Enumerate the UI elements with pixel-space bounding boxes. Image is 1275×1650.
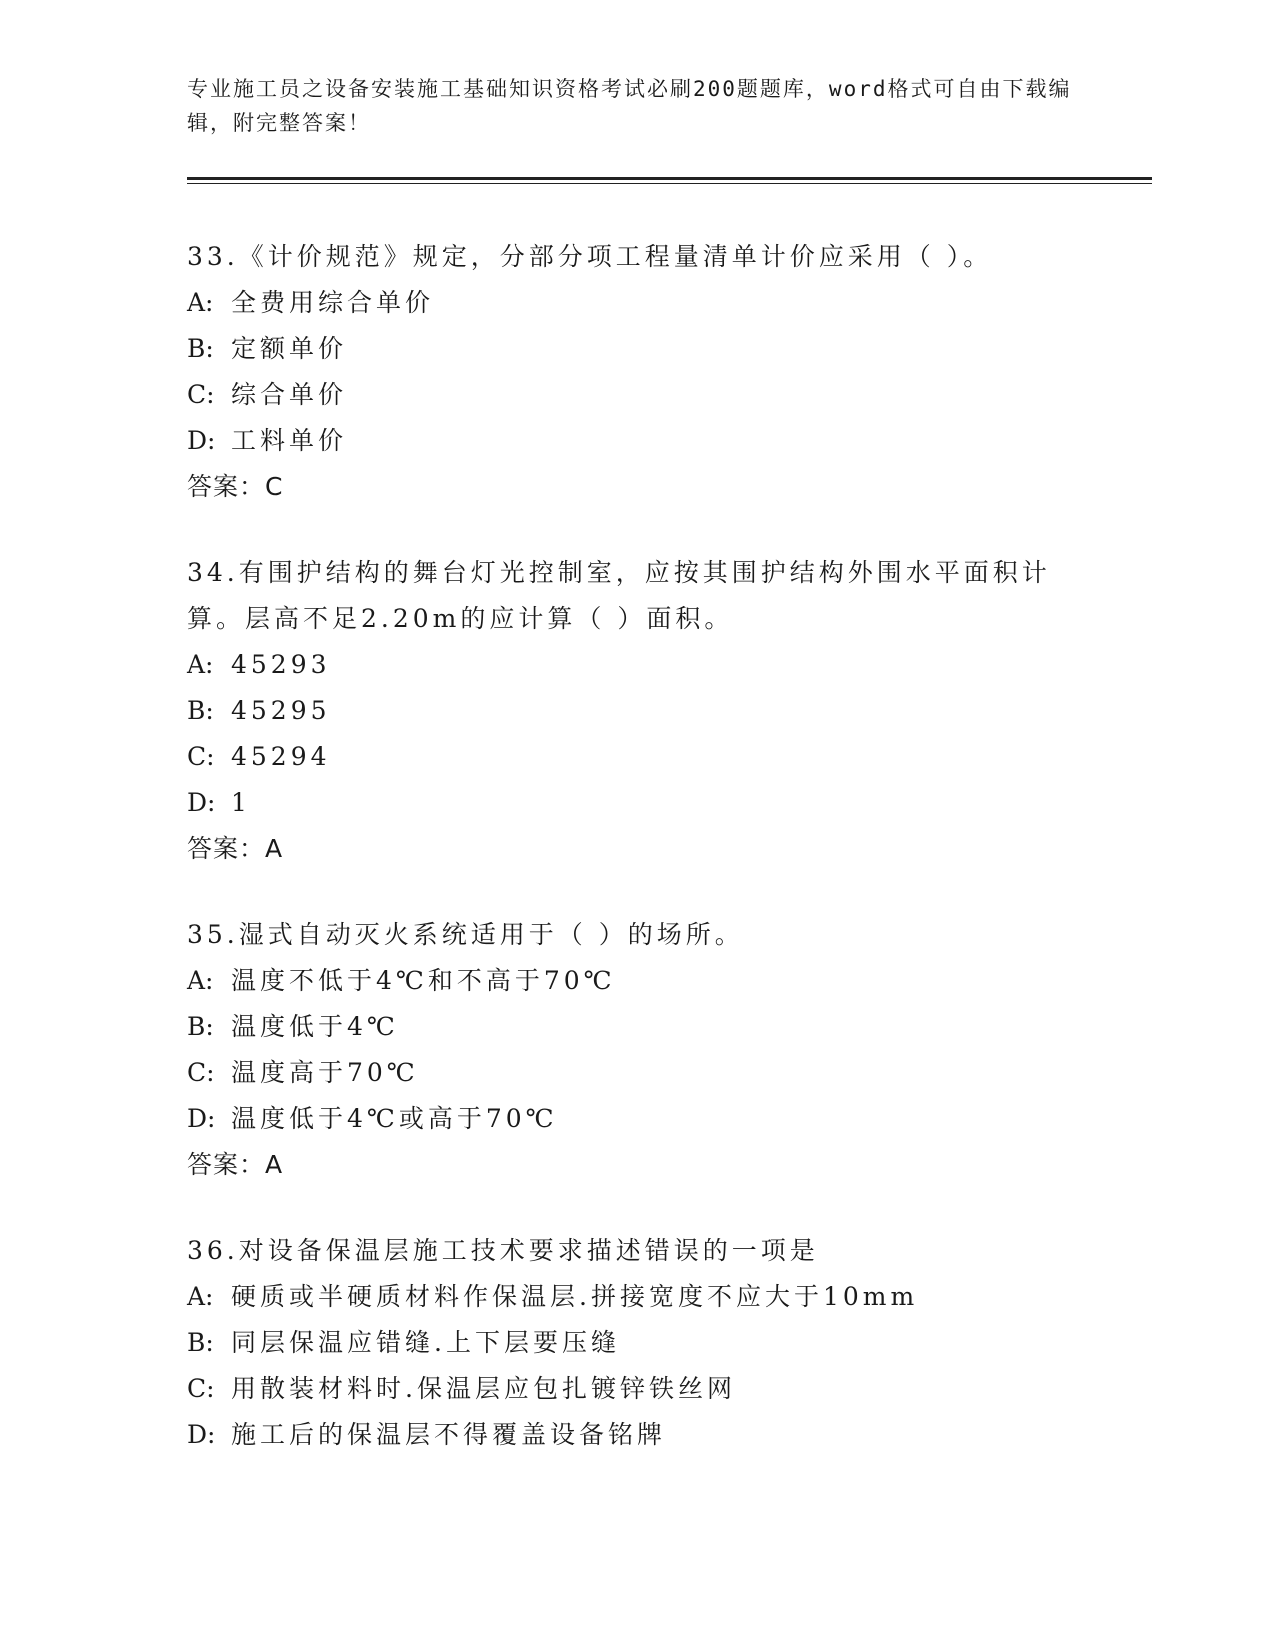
option-c: [187, 1050, 1087, 1096]
option-a: [187, 1274, 1087, 1320]
option-text: 温度低于4℃或高于70℃: [231, 1104, 558, 1133]
question-stem: 35.湿式自动灭火系统适用于（ ）的场所。: [187, 920, 744, 949]
option-text: 定额单价: [231, 334, 348, 363]
option-text: 温度不低于4℃和不高于70℃: [231, 966, 616, 995]
option-text: 1: [231, 788, 251, 817]
option-a: [187, 958, 1087, 1004]
option-letter: C:: [187, 742, 215, 771]
option-text: 工料单价: [231, 426, 348, 455]
option-letter: C:: [187, 1058, 215, 1087]
question-34: [187, 550, 1087, 872]
question-stem: 34.有围护结构的舞台灯光控制室，应按其围护结构外围水平面积计算。层高不足2.20m的应计算（ ）面积。: [187, 558, 1051, 633]
option-text: 45294: [231, 742, 331, 771]
answer-line: 答案：A: [187, 834, 284, 863]
option-c: [187, 734, 1087, 780]
option-letter: C:: [187, 1374, 215, 1403]
option-d: [187, 1096, 1087, 1142]
option-b: [187, 688, 1087, 734]
option-letter: A:: [187, 288, 214, 317]
option-text: 45293: [231, 650, 331, 679]
option-letter: A:: [187, 966, 214, 995]
option-letter: B:: [187, 1328, 214, 1357]
option-text: 施工后的保温层不得覆盖设备铭牌: [231, 1420, 667, 1449]
answer-line: 答案：A: [187, 1150, 284, 1179]
option-text: 综合单价: [231, 380, 348, 409]
option-text: 全费用综合单价: [231, 288, 435, 317]
option-letter: B:: [187, 1012, 214, 1041]
option-letter: B:: [187, 334, 214, 363]
option-letter: B:: [187, 696, 214, 725]
option-letter: D:: [187, 1420, 216, 1449]
option-c: [187, 1366, 1087, 1412]
option-d: [187, 1412, 1087, 1458]
header-divider-thin: [187, 183, 1152, 184]
option-text: 温度低于4℃: [231, 1012, 399, 1041]
option-c: [187, 372, 1087, 418]
option-text: 45295: [231, 696, 331, 725]
option-b: [187, 1320, 1087, 1366]
option-text: 用散装材料时.保温层应包扎镀锌铁丝网: [231, 1374, 736, 1403]
option-text: 温度高于70℃: [231, 1058, 419, 1087]
option-letter: A:: [187, 650, 214, 679]
question-list: [187, 234, 1087, 1498]
option-d: [187, 780, 1087, 826]
document-header: 专业施工员之设备安装施工基础知识资格考试必刷200题题库，word格式可自由下载编辑，附完整答案！: [187, 77, 1072, 135]
option-letter: A:: [187, 1282, 214, 1311]
question-36: [187, 1228, 1087, 1458]
question-33: [187, 234, 1087, 510]
option-letter: D:: [187, 1104, 216, 1133]
answer-line: 答案：C: [187, 472, 284, 501]
header-divider-thick: [187, 177, 1152, 180]
option-text: 同层保温应错缝.上下层要压缝: [231, 1328, 620, 1357]
option-b: [187, 1004, 1087, 1050]
option-letter: C:: [187, 380, 215, 409]
question-35: [187, 912, 1087, 1188]
option-b: [187, 326, 1087, 372]
option-d: [187, 418, 1087, 464]
option-a: [187, 642, 1087, 688]
question-stem: 36.对设备保温层施工技术要求描述错误的一项是: [187, 1236, 819, 1265]
option-letter: D:: [187, 788, 216, 817]
option-text: 硬质或半硬质材料作保温层.拼接宽度不应大于10mm: [231, 1282, 919, 1311]
option-a: [187, 280, 1087, 326]
option-letter: D:: [187, 426, 216, 455]
question-stem: 33.《计价规范》规定，分部分项工程量清单计价应采用（ ）。: [187, 242, 993, 271]
